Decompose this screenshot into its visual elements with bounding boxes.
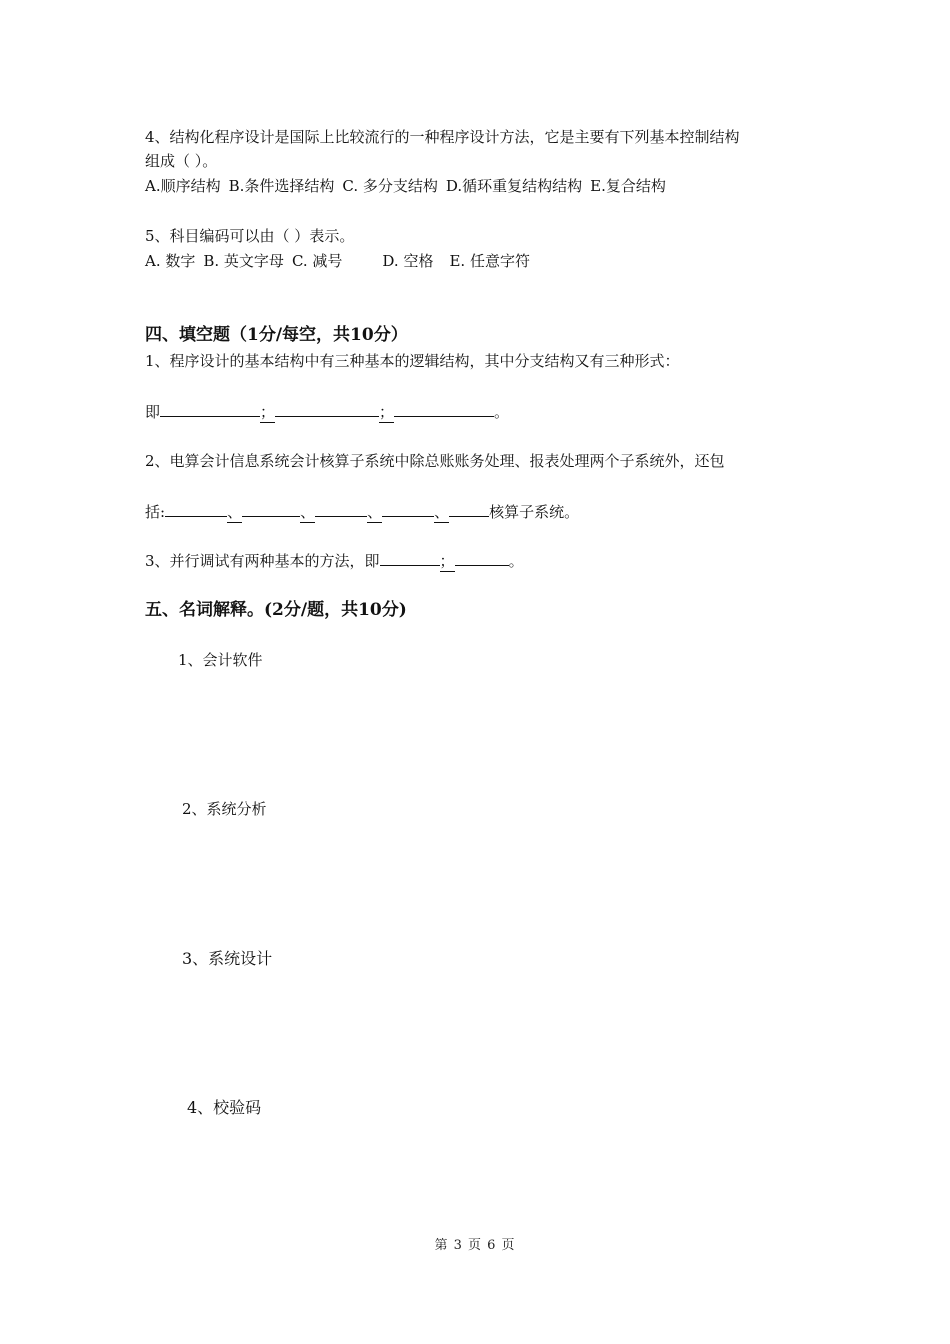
s4-q2-blank-5[interactable] [449, 501, 489, 517]
s4-q3-prefix: 3、并行调试有两种基本的方法，即 [145, 552, 380, 570]
q4-option-d: D.循环重复结构结构 [445, 177, 583, 195]
q4-option-b: B.条件选择结构 [228, 177, 335, 195]
q4-option-c: C. 多分支结构 [342, 177, 438, 195]
s4-q2-blank-3[interactable] [315, 501, 367, 517]
s5-term-3: 3、系统设计 [182, 949, 273, 968]
s4-q1-prefix: 即 [145, 403, 161, 421]
s4-q2-sep-2: 、 [300, 503, 316, 521]
s4-q1-blanks [145, 401, 509, 423]
q4-line2: 组成（ ）。 [145, 152, 218, 170]
s4-q1-sep-1: ； [260, 403, 276, 421]
s4-q2-prefix: 括: [145, 503, 166, 521]
s4-q2-blank-2[interactable] [242, 501, 300, 517]
s4-q3-blanks [145, 550, 524, 572]
q5-option-a: A. 数字 [145, 252, 196, 270]
q4-option-a: A.顺序结构 [145, 177, 221, 195]
s4-q1-blank-2[interactable] [275, 401, 379, 417]
q5-option-b: B. 英文字母 [203, 252, 284, 270]
s4-q1-blank-1[interactable] [160, 401, 260, 417]
s4-q2-sep-3: 、 [367, 503, 383, 521]
s4-q3-blank-1[interactable] [380, 550, 440, 566]
s4-q2-blank-4[interactable] [382, 501, 434, 517]
q5-option-e: E. 任意字符 [449, 252, 530, 270]
s4-q1-end: 。 [494, 403, 510, 421]
q5-stem: 5、科目编码可以由（ ）表示。 [145, 227, 355, 245]
q5-options [145, 251, 538, 271]
s5-term-4: 4、校验码 [187, 1098, 262, 1117]
page-number: 第 3 页 6 页 [434, 1238, 516, 1253]
s4-q2-suffix: 核算子系统。 [489, 503, 580, 521]
q5-option-d: D. 空格 [382, 252, 434, 270]
q4-option-e: E.复合结构 [590, 177, 666, 195]
s4-q2-line1: 2、电算会计信息系统会计核算子系统中除总账账务处理、报表处理两个子系统外，还包 [145, 452, 725, 470]
q4-options [145, 176, 674, 196]
s4-q2-blanks [145, 501, 579, 523]
s4-q1-sep-2: ； [379, 403, 395, 421]
s4-q2-blank-1[interactable] [165, 501, 227, 517]
s4-q2-sep-1: 、 [227, 503, 243, 521]
s4-q2-sep-4: 、 [434, 503, 450, 521]
q5-option-c: C. 减号 [291, 252, 343, 270]
s5-term-2: 2、系统分析 [182, 800, 267, 818]
s4-q3-sep: ； [439, 552, 455, 570]
section5-heading: 五、名词解释。(2分/题，共10分) [145, 600, 407, 620]
s4-q1-blank-3[interactable] [394, 401, 494, 417]
s4-q3-end: 。 [508, 552, 524, 570]
q4-line1: 4、结构化程序设计是国际上比较流行的一种程序设计方法，它是主要有下列基本控制结构 [145, 128, 740, 146]
s5-term-1: 1、会计软件 [178, 651, 263, 669]
s4-q3-blank-2[interactable] [455, 550, 509, 566]
section4-heading: 四、填空题（1分/每空，共10分） [145, 325, 408, 345]
s4-q1-line1: 1、程序设计的基本结构中有三种基本的逻辑结构，其中分支结构又有三种形式： [145, 352, 680, 370]
